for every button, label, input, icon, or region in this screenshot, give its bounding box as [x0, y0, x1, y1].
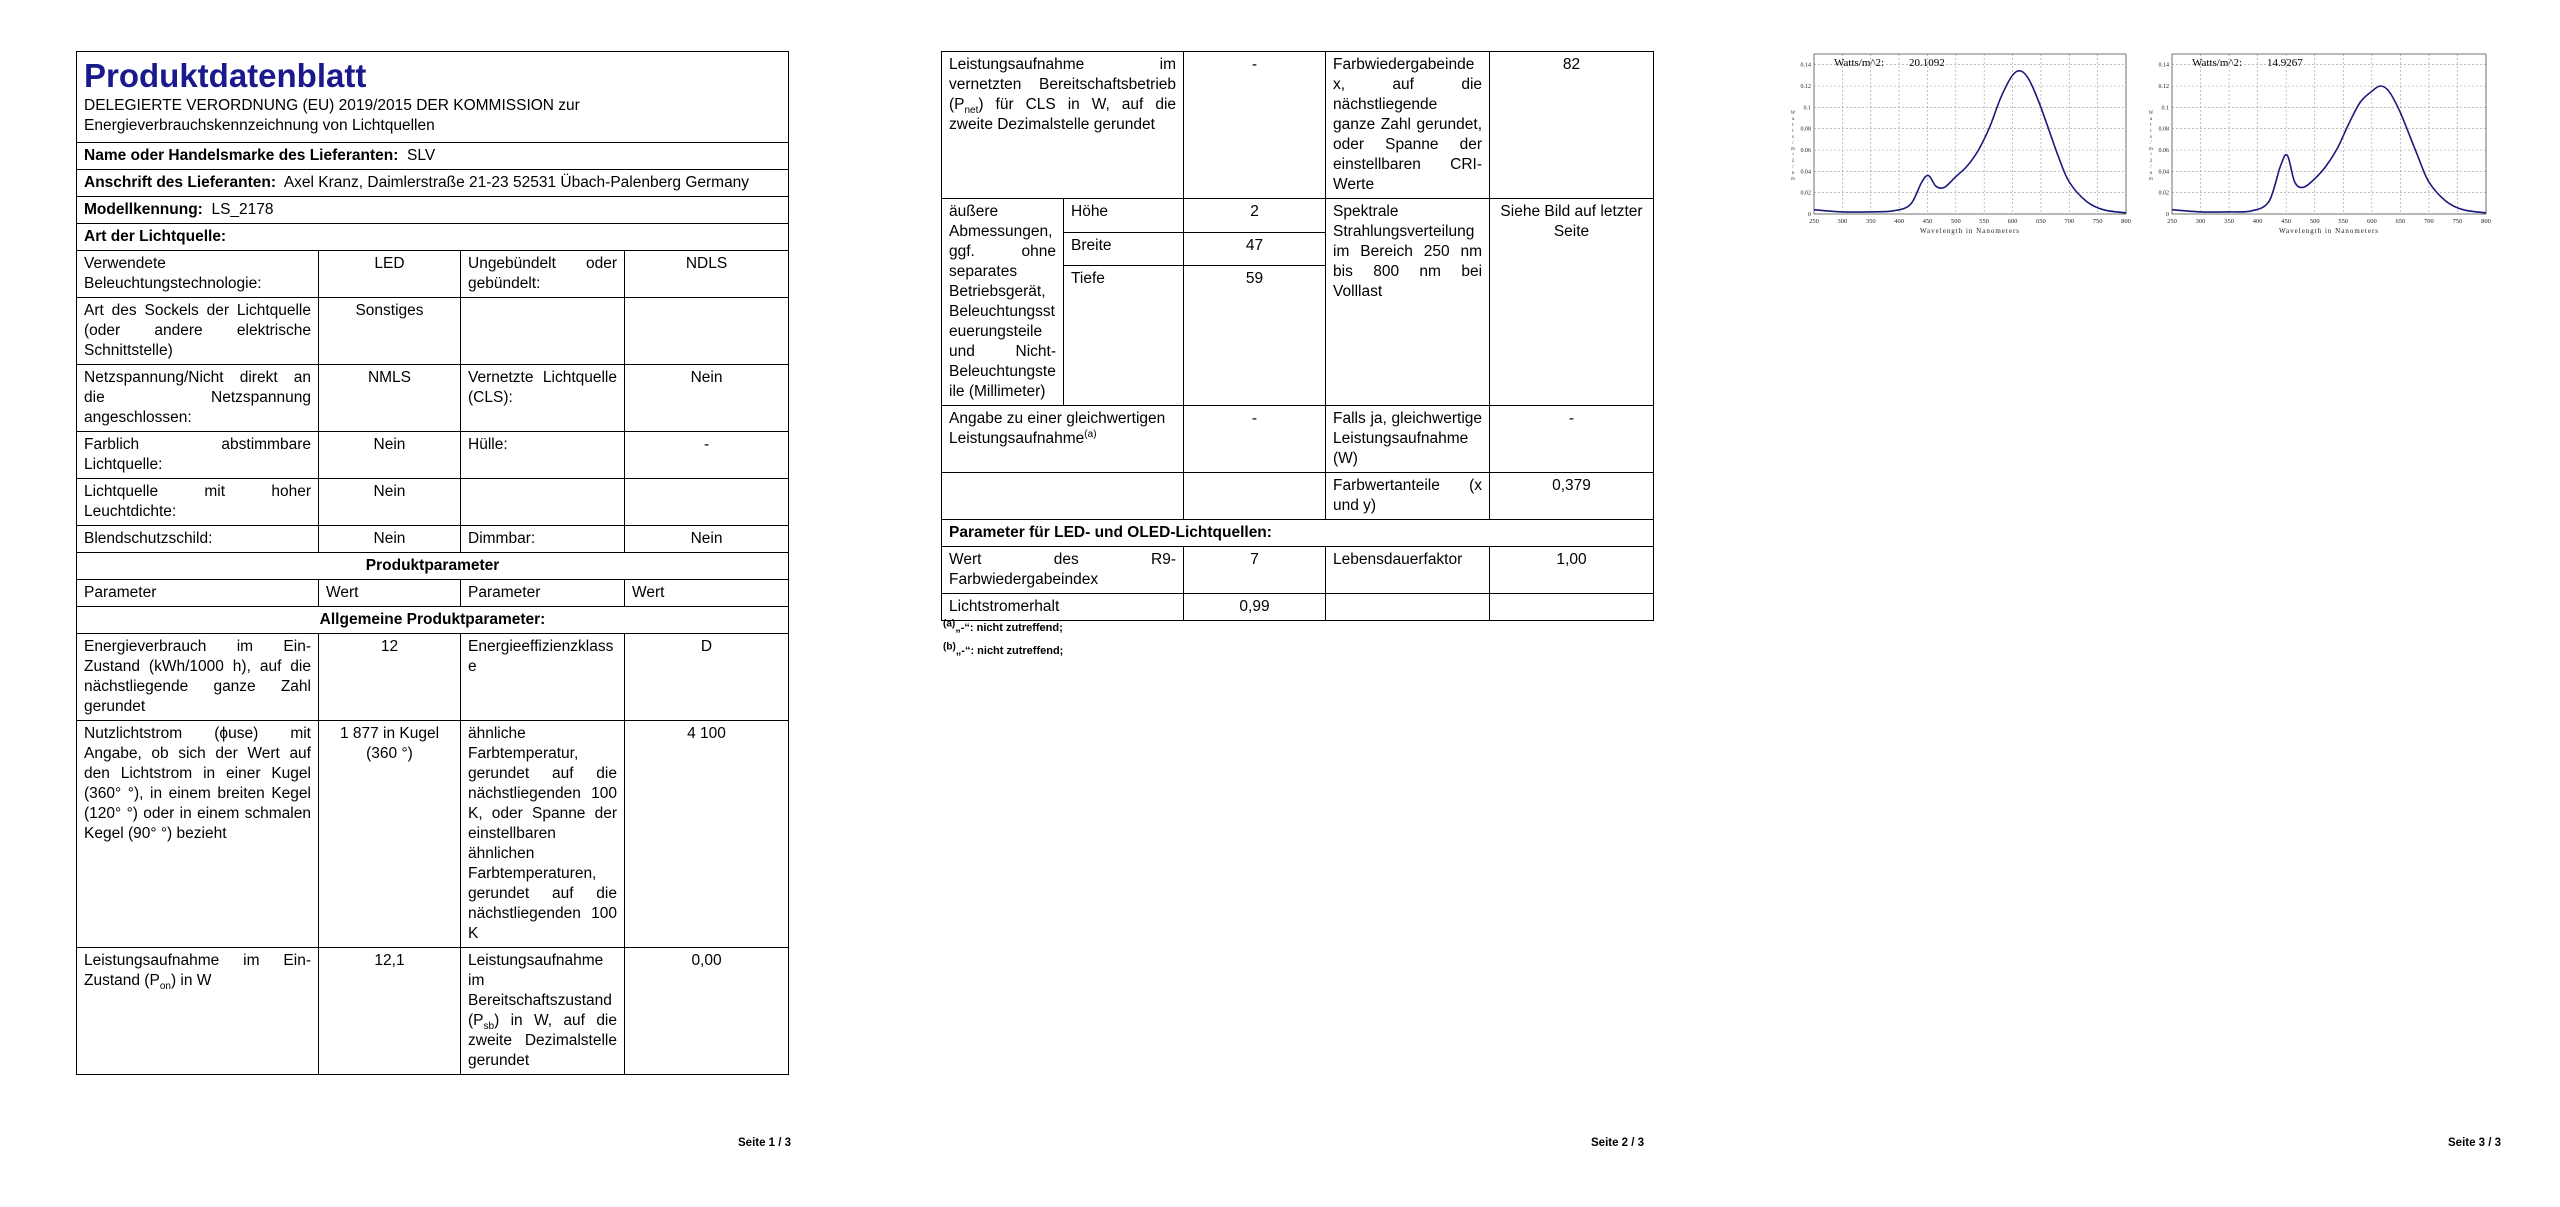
x-tick-label: 500	[2309, 218, 2320, 225]
x-tick-label: 500	[1950, 218, 1961, 225]
equiv-w-value: -	[1490, 406, 1654, 473]
y-tick-label: 0.12	[1800, 84, 1811, 90]
lumen-label: Nutzlichtstrom (ϕuse) mit Angabe, ob sich der Wert auf den Lichtstrom in einer Kugel (360° °), in einem breiten Kegel (120° °) oder in einem schmalen Kegel (90° °) bezieht	[77, 721, 319, 948]
y-axis-label-char: t	[1792, 123, 1794, 128]
footnote-b	[943, 643, 1063, 659]
row-label: Lichtquelle mit hoher Leuchtdichte:	[77, 479, 319, 526]
chroma-value: 0,379	[1490, 473, 1654, 520]
row-value: Nein	[319, 432, 461, 479]
footnote-b-sup: (b)	[943, 641, 956, 653]
table-row	[942, 547, 1654, 594]
page-title: Produktdatenblatt	[84, 57, 367, 94]
row-value: Nein	[319, 479, 461, 526]
x-tick-label: 700	[2424, 218, 2434, 225]
x-tick-label: 700	[2064, 218, 2075, 225]
row-value: Sonstiges	[319, 298, 461, 365]
pon-label	[77, 948, 319, 1075]
y-tick-label: 0.08	[1800, 126, 1811, 133]
table-row	[77, 251, 789, 298]
cri-label: Farbwiedergabeindex, auf die nächstliegende ganze Zahl gerundet, oder Spanne der einstellbaren CRI-Werte	[1326, 52, 1490, 199]
datasheet-page-3	[1706, 0, 2560, 1207]
pnet-sub: net	[964, 105, 979, 117]
empty-cell	[942, 473, 1184, 520]
height-value: 2	[1184, 199, 1326, 233]
lifetime-value: 1,00	[1490, 547, 1654, 594]
height-label: Höhe	[1064, 199, 1184, 233]
x-tick-label: 600	[2366, 218, 2377, 225]
spectral-label: Spektrale Strahlungsverteilung im Bereich 250 nm bis 800 nm bei Volllast	[1326, 199, 1490, 406]
y-tick-label: 0.06	[2158, 148, 2169, 154]
empty-cell	[1184, 473, 1326, 520]
y-axis-label-char: m	[1791, 147, 1795, 152]
datasheet-page-1	[0, 0, 853, 1207]
y-axis-label-char: W	[1790, 111, 1796, 116]
table-row	[942, 594, 1654, 621]
page-number: Seite 3 / 3	[2448, 1137, 2502, 1149]
y-tick-label: 0.04	[2158, 169, 2169, 176]
cct-label: ähnliche Farbtemperatur, gerundet auf die nächstliegenden 100 K, oder Spanne der einstellbaren ähnlichen Farbtemperaturen, gerundet auf die nächstliegenden 100 K	[461, 721, 625, 948]
model-value: LS_2178	[211, 201, 274, 218]
y-axis-label-char: n	[2149, 171, 2153, 176]
table-row	[942, 406, 1654, 473]
table-row	[942, 52, 1654, 199]
y-axis-label-char: a	[1791, 117, 1795, 122]
row-label: Art des Sockels der Lichtquelle (oder andere elektrische Schnittstelle)	[77, 298, 319, 365]
row-label	[461, 479, 625, 526]
y-axis-label-char: /	[1792, 165, 1794, 170]
row-value: -	[625, 432, 789, 479]
y-axis-label-char: t	[2150, 129, 2152, 134]
x-tick-label: 300	[1837, 218, 1848, 225]
x-tick-label: 750	[2452, 218, 2463, 225]
row-label: Dimmbar:	[461, 526, 625, 553]
cri-value: 82	[1490, 52, 1654, 199]
y-tick-label: 0	[1808, 212, 1811, 218]
spectrum-series-line	[1814, 71, 2126, 213]
y-axis-label-char: /	[2150, 141, 2152, 146]
x-tick-label: 600	[2007, 218, 2018, 225]
chart-subtitle: 20.1092	[1909, 57, 1945, 69]
column-header-wert: Wert	[319, 580, 461, 607]
y-axis-label-char: W	[2148, 111, 2154, 116]
spectrum-series-line	[2172, 86, 2486, 213]
width-value: 47	[1184, 232, 1326, 266]
address-value: Axel Kranz, Daimlerstraße 21-23 52531 Übach-Palenberg Germany	[283, 174, 750, 191]
lumen-value: 1 877 in Kugel (360 °)	[319, 721, 461, 948]
light-source-type-heading: Art der Lichtquelle:	[77, 224, 789, 251]
x-tick-label: 400	[2252, 218, 2263, 225]
y-axis-label-char: a	[2149, 117, 2153, 122]
equiv-label-text: Angabe zu einer gleichwertigen Leistungsaufnahme	[949, 410, 1166, 447]
row-value: NDLS	[625, 251, 789, 298]
header-cell	[77, 52, 789, 143]
page-number: Seite 2 / 3	[1591, 1137, 1645, 1149]
y-axis-label-char: ^	[1791, 153, 1795, 158]
energy-class-value: D	[625, 634, 789, 721]
x-tick-label: 250	[2167, 218, 2177, 225]
pnet-value: -	[1184, 52, 1326, 199]
pnet-label-pre: Leistungsaufnahme im vernetzten Bereitschaftsbetrieb (P	[949, 56, 1177, 113]
table-row	[77, 365, 789, 432]
footnote-a	[943, 620, 1063, 636]
row-value	[625, 298, 789, 365]
pon-sub: on	[159, 981, 171, 993]
table-row	[77, 526, 789, 553]
dims-label: äußere Abmessungen, ggf. ohne separates Betriebsgerät, Beleuchtungssteuerungsteile und Nicht-Beleuchtungsteile (Millimeter)	[942, 199, 1064, 406]
pnet-label	[942, 52, 1184, 199]
column-header-parameter: Parameter	[77, 580, 319, 607]
spectrum-chart-2	[2146, 48, 2496, 244]
energy-on-value: 12	[319, 634, 461, 721]
psb-label-pre: Leistungsaufnahme im Bereitschaftszustand (P	[468, 952, 612, 1029]
table-row	[77, 948, 789, 1075]
equiv-value: -	[1184, 406, 1326, 473]
x-tick-label: 450	[2281, 218, 2292, 225]
chart-title: Watts/m^2:	[2192, 57, 2243, 69]
equiv-label	[942, 406, 1184, 473]
x-tick-label: 550	[2338, 218, 2349, 225]
general-params-heading: Allgemeine Produktparameter:	[77, 607, 789, 634]
maint-label: Lichtstromerhalt	[942, 594, 1184, 621]
y-tick-label: 0.06	[1800, 148, 1811, 154]
grid	[2172, 54, 2486, 214]
datasheet-page-2	[853, 0, 1706, 1207]
cct-value: 4 100	[625, 721, 789, 948]
x-tick-label: 350	[2224, 218, 2234, 225]
product-datasheet-table-2	[941, 51, 1654, 621]
led-params-heading: Parameter für LED- und OLED-Lichtquellen:	[942, 520, 1654, 547]
y-axis-label-char: s	[2150, 135, 2152, 140]
y-axis-label-char: /	[2150, 165, 2152, 170]
empty-cell	[1326, 594, 1490, 621]
row-value: LED	[319, 251, 461, 298]
plot-frame	[1814, 54, 2126, 214]
table-row	[77, 634, 789, 721]
energy-on-label: Energieverbrauch im Ein-Zustand (kWh/1000 h), auf die nächstliegende ganze Zahl gerundet	[77, 634, 319, 721]
chroma-label: Farbwertanteile (x und y)	[1326, 473, 1490, 520]
supplier-row	[77, 143, 789, 170]
equiv-w-label: Falls ja, gleichwertige Leistungsaufnahme (W)	[1326, 406, 1490, 473]
x-tick-label: 250	[1809, 218, 1819, 225]
table-row	[77, 721, 789, 948]
row-label: Ungebündelt oder gebündelt:	[461, 251, 625, 298]
row-value: Nein	[625, 526, 789, 553]
regulation-text: DELEGIERTE VERORDNUNG (EU) 2019/2015 DER KOMMISSION zur Energieverbrauchskennzeichnung von Lichtquellen	[84, 97, 580, 134]
y-axis-label-char: t	[1792, 129, 1794, 134]
x-tick-label: 400	[1894, 218, 1904, 225]
y-axis-label-char: n	[1791, 171, 1795, 176]
table-row	[942, 199, 1654, 233]
row-value	[625, 479, 789, 526]
y-axis-label-char: t	[2150, 123, 2152, 128]
y-tick-label: 0.1	[2161, 105, 2169, 112]
pon-label-post: ) in W	[170, 972, 212, 989]
footnote-a-sup: (a)	[943, 618, 956, 630]
y-axis-label-char: m	[2149, 177, 2153, 182]
y-tick-label: 0.14	[1800, 62, 1811, 69]
chart-subtitle: 14.9267	[2267, 57, 2303, 69]
y-tick-label: 0.14	[2158, 62, 2169, 69]
x-tick-label: 650	[2395, 218, 2406, 225]
row-label: Verwendete Beleuchtungstechnologie:	[77, 251, 319, 298]
depth-label: Tiefe	[1064, 266, 1184, 406]
column-header-parameter: Parameter	[461, 580, 625, 607]
row-value: NMLS	[319, 365, 461, 432]
x-tick-label: 800	[2121, 218, 2131, 225]
column-header-row	[77, 580, 789, 607]
y-tick-label: 0.04	[1800, 169, 1811, 176]
y-axis-label-char: ^	[2149, 153, 2153, 158]
psb-value: 0,00	[625, 948, 789, 1075]
table-row	[942, 473, 1654, 520]
address-label: Anschrift des Lieferanten:	[84, 174, 277, 191]
x-tick-label: 750	[2092, 218, 2103, 225]
row-label: Netzspannung/Nicht direkt an die Netzspannung angeschlossen:	[77, 365, 319, 432]
x-tick-label: 650	[2036, 218, 2046, 225]
product-datasheet-table	[76, 51, 789, 1075]
psb-sub: sb	[483, 1021, 495, 1033]
row-label	[461, 298, 625, 365]
column-header-wert: Wert	[625, 580, 789, 607]
depth-value: 59	[1184, 266, 1326, 406]
plot-frame	[2172, 54, 2486, 214]
chart-title: Watts/m^2:	[1834, 57, 1885, 69]
x-tick-label: 550	[1979, 218, 1990, 225]
x-tick-label: 800	[2481, 218, 2491, 225]
psb-label	[461, 948, 625, 1075]
x-tick-label: 450	[1922, 218, 1933, 225]
row-label: Farblich abstimmbare Lichtquelle:	[77, 432, 319, 479]
row-label: Hülle:	[461, 432, 625, 479]
y-axis-label-char: s	[1792, 135, 1794, 140]
table-row	[77, 298, 789, 365]
width-label: Breite	[1064, 232, 1184, 266]
maint-value: 0,99	[1184, 594, 1326, 621]
supplier-value: SLV	[407, 147, 436, 164]
supplier-label: Name oder Handelsmarke des Lieferanten:	[84, 147, 399, 164]
psb-label-post: ) in W, auf die zweite Dezimalstelle gerundet	[468, 1012, 617, 1069]
footnote-b-text: „-“: nicht zutreffend;	[955, 645, 1064, 657]
energy-class-label: Energieeffizienzklasse	[461, 634, 625, 721]
x-axis-label: Wavelength in Nanometers	[2278, 227, 2380, 235]
y-axis-label-char: /	[1792, 141, 1794, 146]
lifetime-label: Lebensdauerfaktor	[1326, 547, 1490, 594]
y-tick-label: 0.1	[1803, 105, 1811, 112]
row-label: Vernetzte Lichtquelle (CLS):	[461, 365, 625, 432]
table-row	[77, 432, 789, 479]
grid	[1814, 54, 2126, 214]
page-number: Seite 1 / 3	[738, 1137, 792, 1149]
y-axis-label-char: m	[2149, 147, 2153, 152]
pon-label-pre: Leistungsaufnahme im Ein-Zustand (P	[84, 952, 311, 989]
spectrum-chart-1	[1788, 48, 2136, 244]
empty-cell	[1490, 594, 1654, 621]
row-value: Nein	[319, 526, 461, 553]
product-params-heading: Produktparameter	[77, 553, 789, 580]
footnote-a-text: „-“: nicht zutreffend;	[955, 622, 1063, 634]
y-tick-label: 0.02	[2158, 190, 2169, 197]
x-tick-label: 350	[1865, 218, 1876, 225]
model-label: Modellkennung:	[84, 201, 203, 218]
y-axis-label-char: 2	[2149, 159, 2153, 164]
x-tick-label: 300	[2195, 218, 2206, 225]
table-row	[77, 479, 789, 526]
x-axis-label: Wavelength in Nanometers	[1919, 227, 2021, 235]
spectral-value: Siehe Bild auf letzter Seite	[1490, 199, 1654, 406]
model-row	[77, 197, 789, 224]
y-tick-label: 0.02	[1800, 190, 1811, 197]
y-axis-label-char: m	[1791, 177, 1795, 182]
y-axis-label-char: 2	[1791, 159, 1795, 164]
y-tick-label: 0.12	[2158, 84, 2169, 90]
pnet-label-post: ) für CLS in W, auf die zweite Dezimalstelle gerundet	[949, 96, 1177, 133]
address-row	[77, 170, 789, 197]
r9-label: Wert des R9-Farbwiedergabeindex	[942, 547, 1184, 594]
row-value: Nein	[625, 365, 789, 432]
r9-value: 7	[1184, 547, 1326, 594]
y-tick-label: 0	[2166, 212, 2169, 218]
pon-value: 12,1	[319, 948, 461, 1075]
y-tick-label: 0.08	[2158, 126, 2169, 133]
row-label: Blendschutzschild:	[77, 526, 319, 553]
equiv-sup: (a)	[1084, 428, 1097, 440]
